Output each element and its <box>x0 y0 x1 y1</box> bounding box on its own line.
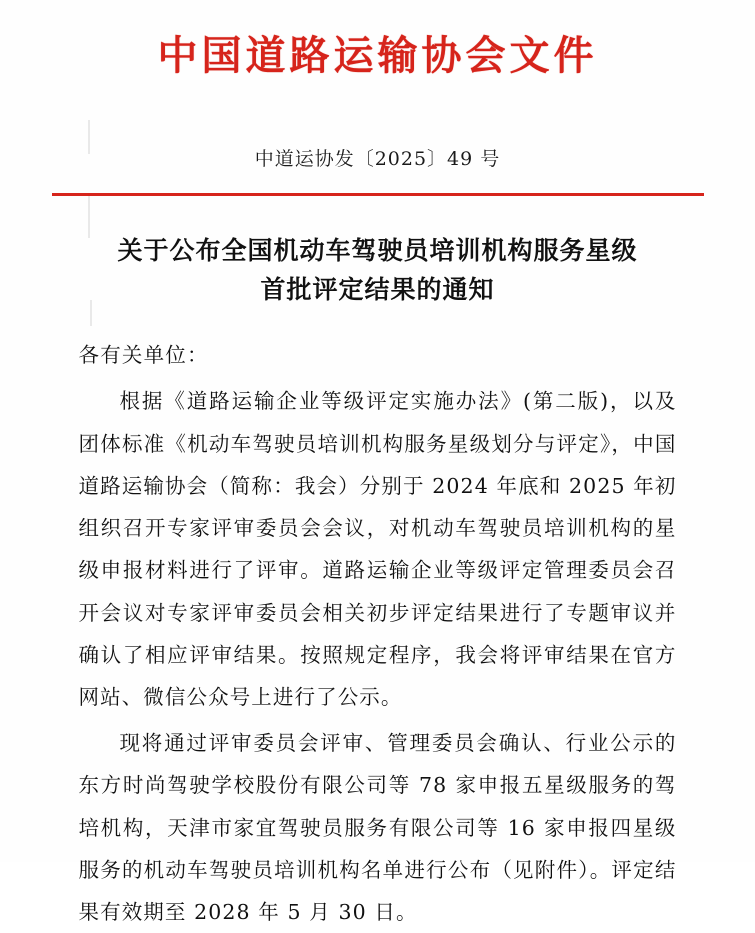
body-paragraph-1: 根据《道路运输企业等级评定实施办法》(第二版)，以及团体标准《机动车驾驶员培训机构服务星级划分与评定》，中国道路运输协会（简称：我会）分别于 2024 年底和 2025 年初组织召开专家评审委员会会议，对机动车驾驶员培训机构的星级申报材料进行了评审。道路运输企业等级评定管理委员会召开会议对专家评审委员会相关初步评定结果进行了专题审议并确认了相应评审结果。按照规定程序，我会将评审结果在官方网站、微信公众号上进行了公示。 <box>79 380 677 718</box>
document-header-title: 中国道路运输协会文件 <box>0 0 755 82</box>
scan-artifact <box>88 120 90 154</box>
document-number: 中道运协发〔2025〕49 号 <box>0 144 755 171</box>
scan-artifact <box>88 196 90 238</box>
body-paragraph-2: 现将通过评审委员会评审、管理委员会确认、行业公示的东方时尚驾驶学校股份有限公司等 78 家申报五星级服务的驾培机构，天津市家宜驾驶员服务有限公司等 16 家申报四星级服务的机动车驾驶员培训机构名单进行公布（见附件）。评定结果有效期至 2028 年 5 月 30 日。 <box>79 722 677 933</box>
document-body <box>79 336 677 933</box>
subject-line-1: 关于公布全国机动车驾驶员培训机构服务星级 <box>78 232 678 271</box>
salutation: 各有关单位： <box>79 336 677 375</box>
document-subject <box>78 232 678 310</box>
red-divider-rule <box>52 193 704 196</box>
subject-line-2: 首批评定结果的通知 <box>78 271 678 310</box>
scan-artifact <box>90 300 92 326</box>
